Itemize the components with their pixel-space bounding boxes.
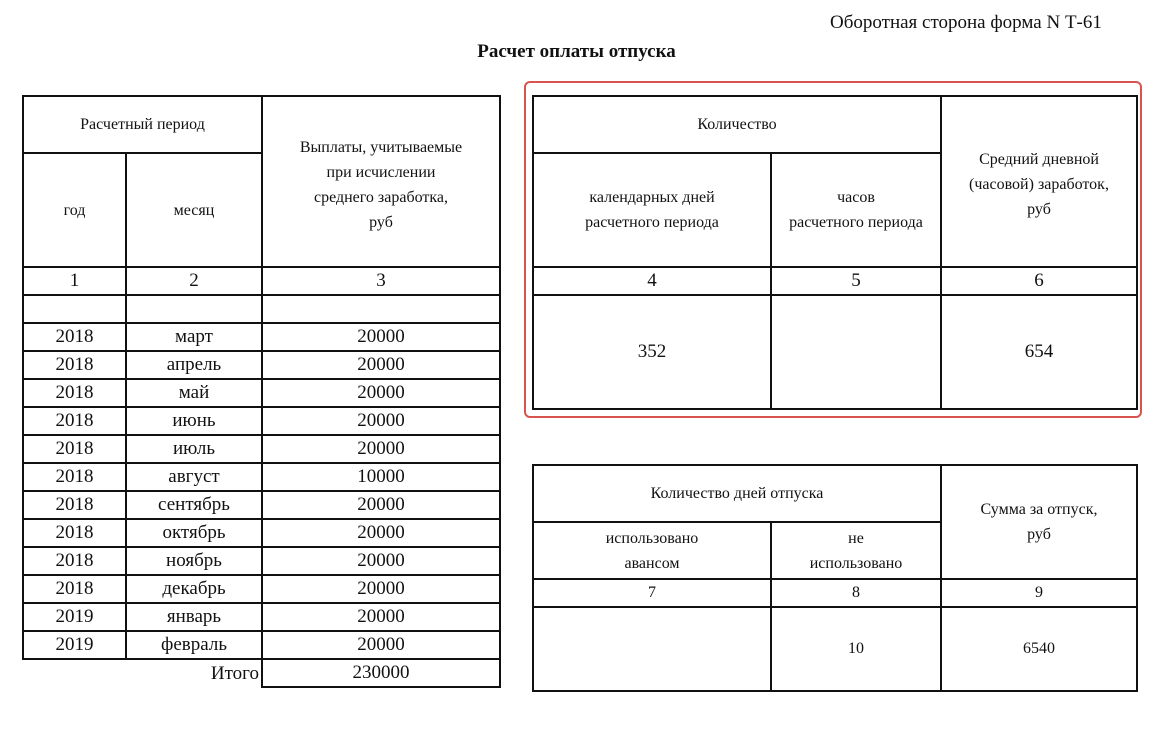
year-cell: 2018	[23, 463, 126, 491]
year-cell: 2019	[23, 631, 126, 659]
amount-cell: 20000	[262, 575, 500, 603]
amount-cell: 20000	[262, 547, 500, 575]
col-number: 8	[771, 579, 941, 607]
table-row	[23, 491, 500, 519]
payments-header-line: руб	[369, 214, 393, 231]
year-cell: 2018	[23, 519, 126, 547]
period-header: Расчетный период	[23, 96, 262, 153]
used-line: использовано	[605, 529, 699, 547]
payments-header-line: при исчислении	[326, 164, 436, 181]
amount-cell: 20000	[262, 351, 500, 379]
not-used-line: не	[848, 529, 864, 547]
year-cell: 2018	[23, 491, 126, 519]
month-cell: июль	[126, 435, 262, 463]
year-cell: 2018	[23, 435, 126, 463]
month-cell: декабрь	[126, 575, 262, 603]
empty-row	[23, 295, 500, 323]
col-number: 2	[126, 267, 262, 295]
amount-cell: 10000	[262, 463, 500, 491]
total-row	[23, 659, 500, 687]
quantity-header: Количество	[533, 96, 941, 153]
hours-line: расчетного периода	[789, 214, 923, 231]
amount-cell: 20000	[262, 519, 500, 547]
vacation-days-header: Количество дней отпуска	[533, 465, 941, 522]
table-row	[23, 603, 500, 631]
table-row	[23, 435, 500, 463]
year-cell: 2018	[23, 547, 126, 575]
calendar-days-line: расчетного периода	[585, 214, 719, 231]
month-cell: апрель	[126, 351, 262, 379]
payments-header-line: Выплаты, учитываемые	[299, 139, 463, 156]
hours-line: часов	[837, 189, 875, 206]
table-row	[23, 323, 500, 351]
month-cell: май	[126, 379, 262, 407]
table-row	[23, 379, 500, 407]
month-cell: октябрь	[126, 519, 262, 547]
amount-cell: 20000	[262, 435, 500, 463]
table-row	[23, 351, 500, 379]
month-cell: январь	[126, 603, 262, 631]
year-header: год	[23, 153, 126, 267]
calendar-days-line: календарных дней	[589, 189, 715, 206]
year-cell: 2018	[23, 379, 126, 407]
payments-header-line: среднего заработка,	[313, 189, 449, 206]
sum-header	[941, 465, 1137, 579]
month-cell: февраль	[126, 631, 262, 659]
sum-value: 6540	[941, 607, 1137, 691]
used-value	[533, 607, 771, 691]
vacation-pay-table	[532, 464, 1138, 692]
page-title: Расчет оплаты отпуска	[477, 41, 676, 62]
col-number: 5	[771, 267, 941, 295]
avg-earnings-value: 654	[941, 295, 1137, 409]
avg-earnings-line: (часовой) заработок,	[969, 176, 1109, 193]
amount-cell: 20000	[262, 631, 500, 659]
amount-cell: 20000	[262, 407, 500, 435]
total-value: 230000	[262, 659, 500, 687]
col-number: 4	[533, 267, 771, 295]
hours-value	[771, 295, 941, 409]
hours-header	[771, 153, 941, 267]
year-cell: 2018	[23, 407, 126, 435]
not-used-header	[771, 522, 941, 579]
used-header	[533, 522, 771, 579]
month-cell: июнь	[126, 407, 262, 435]
table-row	[23, 407, 500, 435]
amount-cell: 20000	[262, 323, 500, 351]
col-number: 9	[941, 579, 1137, 607]
col-number: 3	[262, 267, 500, 295]
amount-cell: 20000	[262, 603, 500, 631]
avg-earnings-line: Средний дневной	[979, 151, 1099, 168]
table-row	[23, 631, 500, 659]
avg-earnings-header	[941, 96, 1137, 267]
col-number: 7	[533, 579, 771, 607]
payments-table	[22, 95, 501, 688]
month-header: месяц	[126, 153, 262, 267]
amount-cell: 20000	[262, 491, 500, 519]
sum-header-line: руб	[1027, 526, 1051, 543]
year-cell: 2018	[23, 575, 126, 603]
col-number: 6	[941, 267, 1137, 295]
table-row	[23, 547, 500, 575]
not-used-value: 10	[771, 607, 941, 691]
col-number: 1	[23, 267, 126, 295]
amount-cell: 20000	[262, 379, 500, 407]
month-cell: сентябрь	[126, 491, 262, 519]
month-cell: март	[126, 323, 262, 351]
payments-header	[262, 96, 500, 267]
form-label: Оборотная сторона форма N Т-61	[830, 12, 1102, 33]
not-used-line: использовано	[809, 554, 903, 572]
table-row	[23, 519, 500, 547]
table-row	[23, 575, 500, 603]
month-cell: август	[126, 463, 262, 491]
year-cell: 2019	[23, 603, 126, 631]
used-line: авансом	[624, 554, 680, 572]
calendar-days-header	[533, 153, 771, 267]
total-label: Итого	[210, 662, 259, 684]
sum-header-line: Сумма за отпуск,	[980, 501, 1098, 518]
year-cell: 2018	[23, 351, 126, 379]
calendar-days-value: 352	[533, 295, 771, 409]
month-cell: ноябрь	[126, 547, 262, 575]
average-earnings-table	[532, 95, 1138, 410]
table-row	[23, 463, 500, 491]
year-cell: 2018	[23, 323, 126, 351]
avg-earnings-line: руб	[1027, 201, 1051, 218]
